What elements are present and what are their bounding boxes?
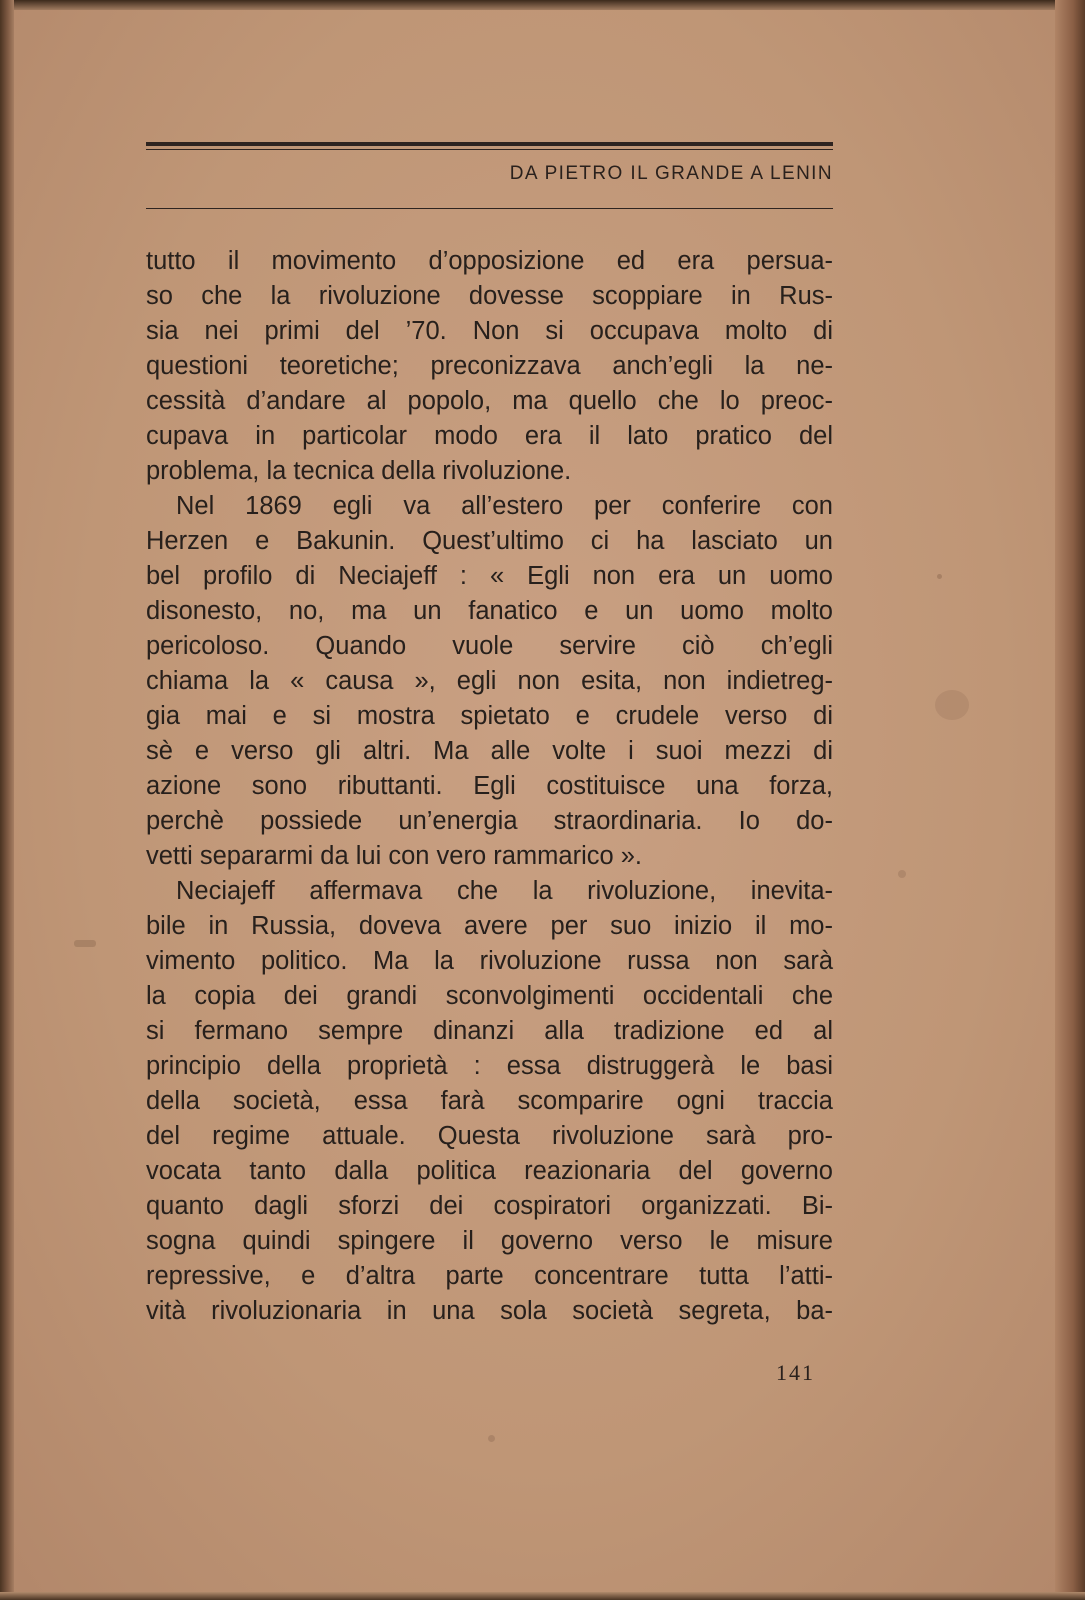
text-line: sogna quindi spingere il governo verso le misure	[146, 1227, 833, 1255]
paper-speck	[488, 1435, 495, 1442]
text-line: cessità d’andare al popolo, ma quello che lo preoc-	[146, 387, 833, 415]
text-line: cupava in particolar modo era il lato pratico del	[146, 422, 833, 450]
text-line: bile in Russia, doveva avere per suo inizio il mo-	[146, 912, 833, 940]
text-line: Herzen e Bakunin. Quest’ultimo ci ha lasciato un	[146, 527, 833, 555]
page-left-edge	[0, 0, 14, 1600]
text-line: tutto il movimento d’opposizione ed era persua-	[146, 247, 833, 275]
page-right-edge	[1055, 0, 1085, 1600]
header-rule-bottom	[146, 208, 833, 209]
text-line: vimento politico. Ma la rivoluzione russa non sarà	[146, 947, 833, 975]
text-line: disonesto, no, ma un fanatico e un uomo molto	[146, 597, 833, 625]
text-line: Neciajeff affermava che la rivoluzione, inevita-	[176, 877, 833, 905]
paragraph	[146, 874, 833, 1329]
text-line: della società, essa farà scomparire ogni traccia	[146, 1087, 833, 1115]
header-rule-thin	[146, 149, 833, 150]
text-line: chiama la « causa », egli non esita, non indietreg-	[146, 667, 833, 695]
paragraph	[146, 489, 833, 874]
text-line: vocata tanto dalla politica reazionaria del governo	[146, 1157, 833, 1185]
page-top-edge	[0, 0, 1085, 10]
text-line: perchè possiede un’energia straordinaria. Io do-	[146, 807, 833, 835]
text-line: la copia dei grandi sconvolgimenti occidentali che	[146, 982, 833, 1010]
text-line: vità rivoluzionaria in una sola società segreta, ba-	[146, 1297, 833, 1325]
text-line: azione sono ributtanti. Egli costituisce una forza,	[146, 772, 833, 800]
paper-speck	[74, 940, 96, 947]
text-line: vetti separarmi da lui con vero rammarico ».	[146, 842, 643, 870]
text-line: sia nei primi del ’70. Non si occupava molto di	[146, 317, 833, 345]
text-line: Nel 1869 egli va all’estero per conferire con	[176, 492, 833, 520]
text-line: quanto dagli sforzi dei cospiratori organizzati. Bi-	[146, 1192, 833, 1220]
paragraph	[146, 244, 833, 489]
text-line: problema, la tecnica della rivoluzione.	[146, 457, 572, 485]
page-number: 141	[776, 1360, 815, 1385]
paper-speck	[898, 870, 906, 878]
paper-speck	[937, 574, 942, 579]
body-text	[146, 244, 833, 1329]
text-line: pericoloso. Quando vuole servire ciò ch’egli	[146, 632, 833, 660]
text-line: sè e verso gli altri. Ma alle volte i suoi mezzi di	[146, 737, 833, 765]
text-line: principio della proprietà : essa distruggerà le basi	[146, 1052, 833, 1080]
text-line: del regime attuale. Questa rivoluzione sarà pro-	[146, 1122, 833, 1150]
text-line: so che la rivoluzione dovesse scoppiare in Rus-	[146, 282, 833, 310]
text-line: repressive, e d’altra parte concentrare tutta l’atti-	[146, 1262, 833, 1290]
header-rule-thick	[146, 142, 833, 146]
running-head: DA PIETRO IL GRANDE A LENIN	[509, 163, 833, 184]
text-line: si fermano sempre dinanzi alla tradizione ed al	[146, 1017, 833, 1045]
page-bottom-edge	[0, 1592, 1085, 1600]
text-line: gia mai e si mostra spietato e crudele verso di	[146, 702, 833, 730]
paper-stain	[935, 690, 969, 720]
text-line: questioni teoretiche; preconizzava anch’egli la ne-	[146, 352, 833, 380]
text-line: bel profilo di Neciajeff : « Egli non era un uomo	[146, 562, 833, 590]
